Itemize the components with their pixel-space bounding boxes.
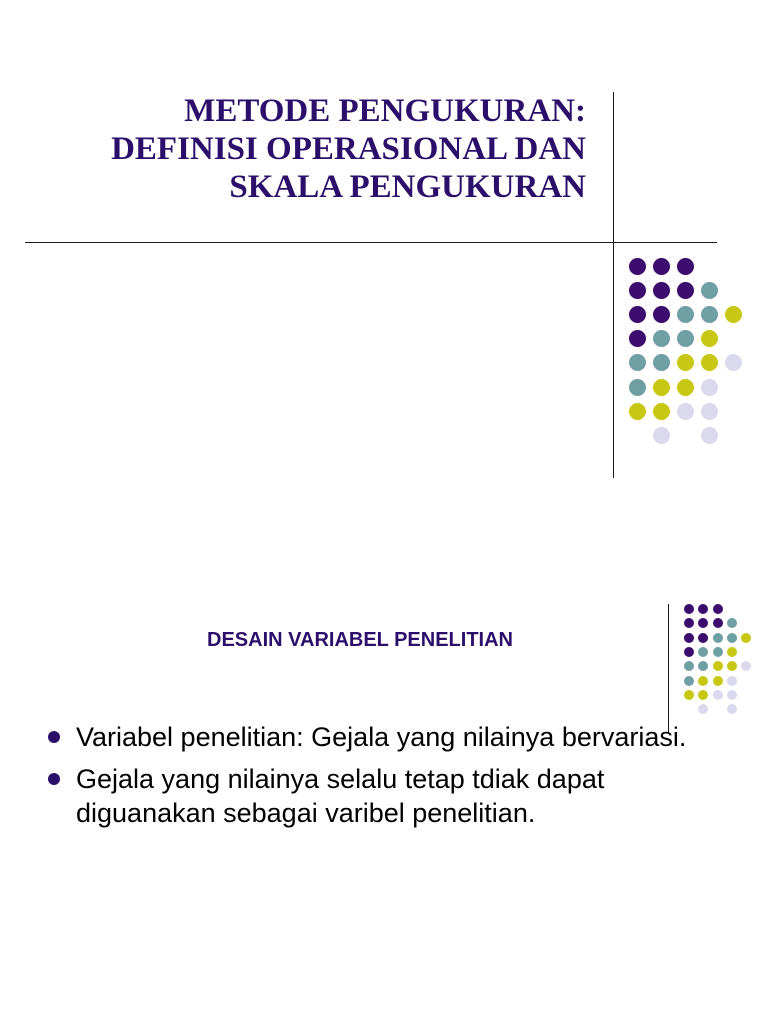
bullet-text: Variabel penelitian: Gejala yang nilainya bervariasi. xyxy=(76,722,687,752)
decor-dot xyxy=(741,633,751,643)
bullet-dot-icon xyxy=(48,773,60,785)
slide-2 xyxy=(0,512,768,1024)
bullet-dot-icon xyxy=(48,731,60,743)
bullet-item xyxy=(46,720,726,754)
title-line-2: DEFINISI OPERASIONAL DAN xyxy=(111,131,586,167)
decor-dot xyxy=(677,282,694,299)
decor-dot xyxy=(698,661,708,671)
decor-dot xyxy=(701,379,718,396)
decor-dot xyxy=(725,354,742,371)
decor-dot xyxy=(727,647,737,657)
decor-dot xyxy=(677,379,694,396)
decor-dot xyxy=(684,661,694,671)
decor-dot xyxy=(653,403,670,420)
decor-dot xyxy=(684,676,694,686)
decor-dot xyxy=(684,690,694,700)
decor-dot xyxy=(653,354,670,371)
decor-dot xyxy=(741,661,751,671)
decor-dot xyxy=(629,379,646,396)
title-line-1: METODE PENGUKURAN: xyxy=(184,93,586,129)
decor-dot xyxy=(701,282,718,299)
decor-dot xyxy=(677,354,694,371)
decor-dot xyxy=(698,676,708,686)
decor-dot xyxy=(701,427,718,444)
decor-dot xyxy=(701,330,718,347)
decor-dot xyxy=(701,306,718,323)
decor-dot xyxy=(629,403,646,420)
decor-dot xyxy=(629,282,646,299)
decor-dot xyxy=(727,661,737,671)
decor-dot xyxy=(629,354,646,371)
decor-dot xyxy=(677,330,694,347)
decor-dot xyxy=(727,618,737,628)
decor-dot xyxy=(701,403,718,420)
decor-dot xyxy=(727,704,737,714)
decor-dot xyxy=(713,618,723,628)
decor-dot xyxy=(713,676,723,686)
slide-title xyxy=(40,92,586,206)
bullet-item xyxy=(46,762,726,830)
decor-dot xyxy=(653,306,670,323)
decor-dot xyxy=(727,676,737,686)
decor-dot xyxy=(629,330,646,347)
title-line-3: SKALA PENGUKURAN xyxy=(229,169,586,205)
decor-dot xyxy=(629,258,646,275)
decor-dot xyxy=(684,618,694,628)
decor-dot xyxy=(713,604,723,614)
decor-dot xyxy=(698,618,708,628)
decor-dot xyxy=(629,306,646,323)
decor-dot xyxy=(698,704,708,714)
decor-dot xyxy=(725,306,742,323)
decor-dot xyxy=(698,690,708,700)
decor-dot xyxy=(684,604,694,614)
decor-dot xyxy=(653,379,670,396)
title-divider-vertical xyxy=(613,92,614,478)
decor-dot xyxy=(677,403,694,420)
slide-subtitle: DESAIN VARIABEL PENELITIAN xyxy=(207,629,513,651)
decor-dot xyxy=(677,306,694,323)
decor-dot xyxy=(713,661,723,671)
decor-dot xyxy=(653,427,670,444)
decor-dot xyxy=(653,258,670,275)
decor-dot xyxy=(727,690,737,700)
decor-dot xyxy=(701,354,718,371)
decor-dot xyxy=(727,633,737,643)
decor-divider-vertical xyxy=(668,604,669,734)
bullet-text: Gejala yang nilainya selalu tetap tdiak dapat diguanakan sebagai varibel penelitian. xyxy=(76,764,605,828)
decor-dot xyxy=(653,330,670,347)
decor-dot xyxy=(698,604,708,614)
decor-dot xyxy=(653,282,670,299)
bullet-list xyxy=(46,720,726,838)
decor-dot xyxy=(713,690,723,700)
decor-dot xyxy=(677,258,694,275)
